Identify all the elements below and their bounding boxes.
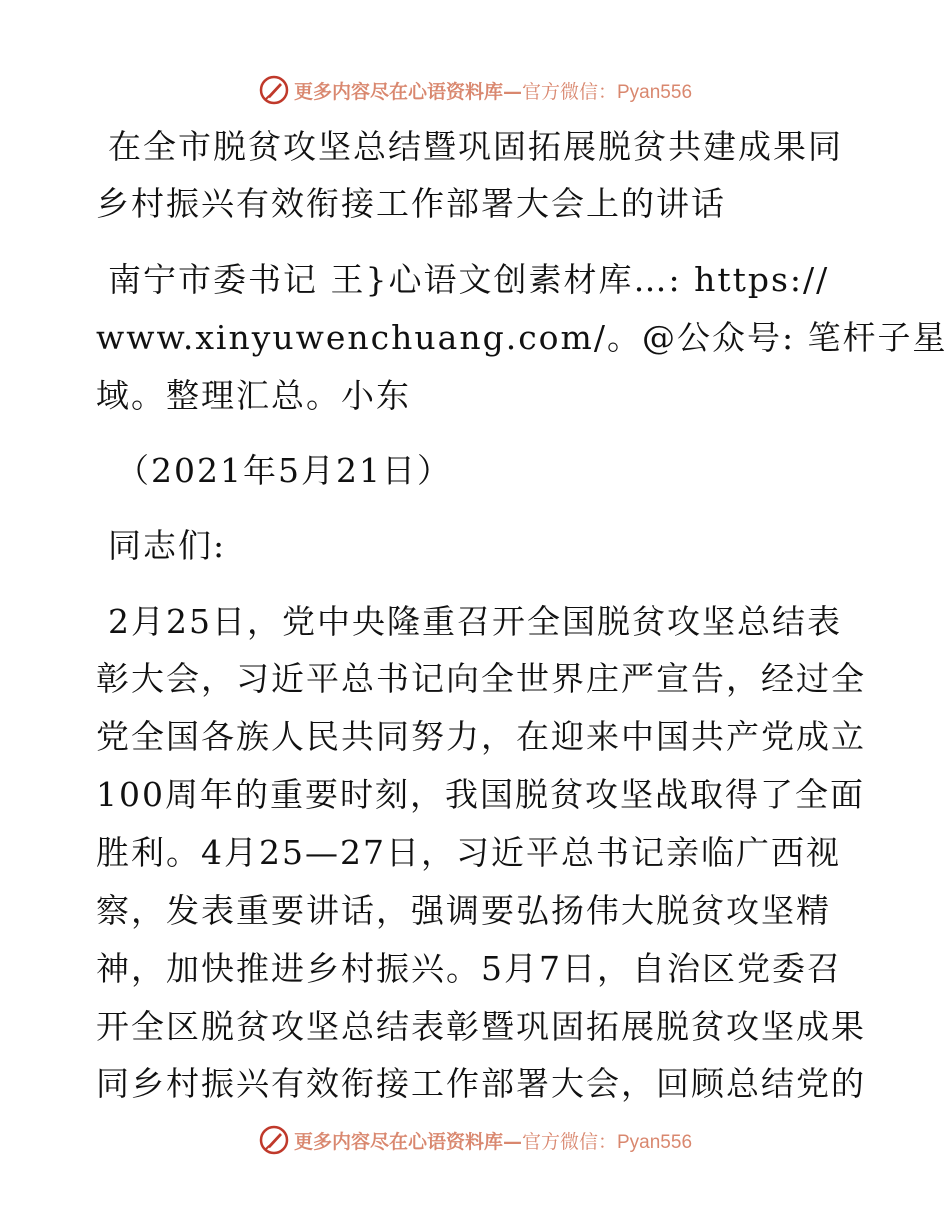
watermark-content <box>258 1124 692 1156</box>
watermark-lead: 更多内容尽在心语资料库 <box>293 1130 503 1153</box>
body-line-3: 党全国各族人民共同努力，在迎来中国共产党成立 <box>96 717 866 756</box>
watermark-banner-bottom <box>0 1120 950 1160</box>
feather-pen-icon <box>258 1124 290 1156</box>
body-line-8: 开全区脱贫攻坚总结表彰暨巩固拓展脱贫攻坚成果 <box>96 1007 866 1046</box>
byline-line-1: 南宁市委书记 王}心语文创素材库…: https:// <box>108 260 830 299</box>
watermark-tail: 官方微信：Pyan556 <box>522 81 693 103</box>
watermark-text <box>294 77 692 104</box>
title-line-2: 乡村振兴有效衔接工作部署大会上的讲话 <box>96 184 726 223</box>
watermark-separator: — <box>503 1130 522 1153</box>
body-line-1: 2月25日，党中央隆重召开全国脱贫攻坚总结表 <box>108 602 842 641</box>
watermark-text <box>294 1127 692 1154</box>
byline-line-3: 域。整理汇总。小东 <box>96 376 411 415</box>
salutation: 同志们: <box>108 526 227 565</box>
watermark-lead: 更多内容尽在心语资料库 <box>293 80 503 103</box>
speech-date: （2021年5月21日） <box>116 451 452 490</box>
body-line-2: 彰大会，习近平总书记向全世界庄严宣告，经过全 <box>96 659 866 698</box>
watermark-banner-top <box>0 70 950 110</box>
body-line-7: 神，加快推进乡村振兴。5月7日，自治区党委召 <box>96 949 842 988</box>
watermark-separator: — <box>503 80 522 103</box>
body-line-4: 100周年的重要时刻，我国脱贫攻坚战取得了全面 <box>96 775 865 814</box>
watermark-tail: 官方微信：Pyan556 <box>522 1131 693 1153</box>
body-line-5: 胜利。4月25—27日，习近平总书记亲临广西视 <box>96 833 841 872</box>
byline-line-2: www.xinyuwenchuang.com/。@公众号: 笔杆子星 <box>96 318 948 357</box>
watermark-content <box>258 74 692 106</box>
body-line-6: 察，发表重要讲话，强调要弘扬伟大脱贫攻坚精 <box>96 891 831 930</box>
feather-pen-icon <box>258 74 290 106</box>
title-line-1: 在全市脱贫攻坚总结暨巩固拓展脱贫共建成果同 <box>108 127 843 166</box>
body-line-9: 同乡村振兴有效衔接工作部署大会，回顾总结党的 <box>96 1064 866 1103</box>
